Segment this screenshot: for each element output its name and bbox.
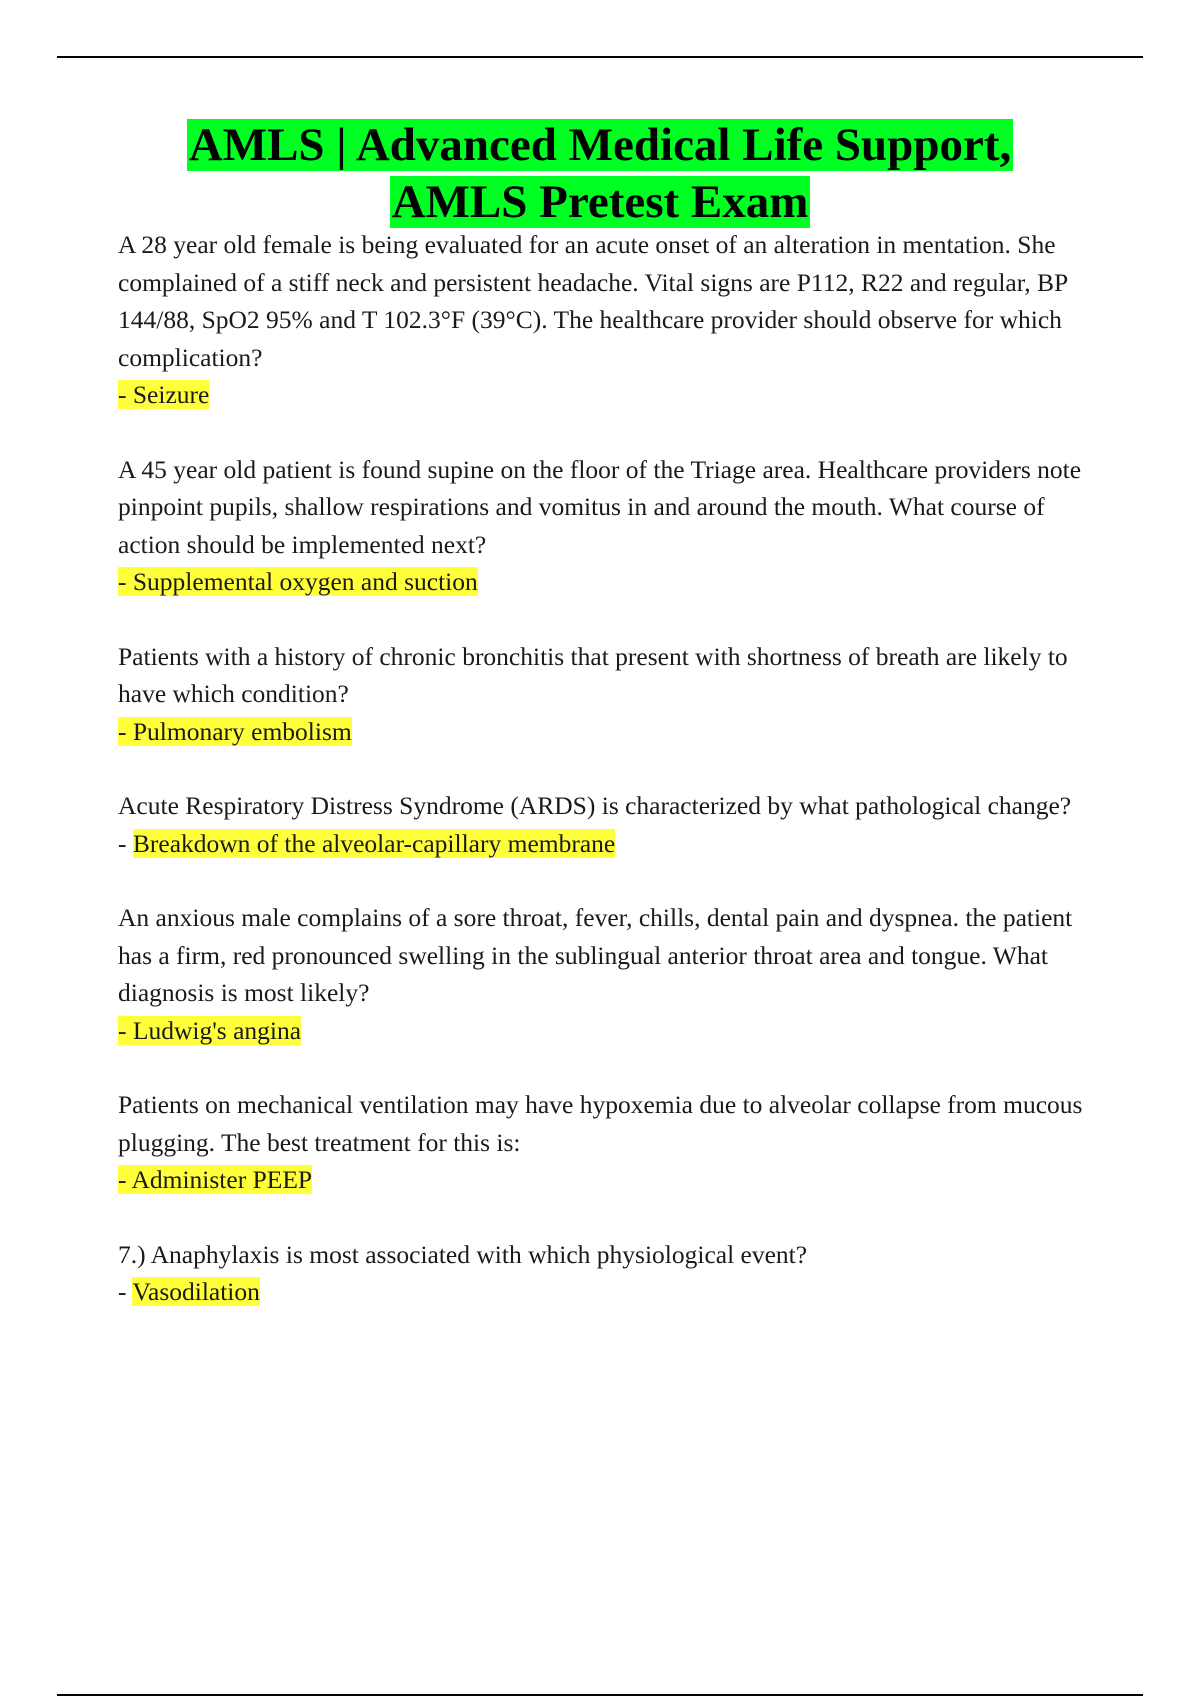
answer: [118, 1012, 1088, 1050]
answer: [118, 376, 1088, 414]
answer-text: Breakdown of the alveolar-capillary membrane: [132, 828, 616, 858]
top-rule: [57, 56, 1143, 58]
answer-prefix: -: [118, 828, 133, 858]
answer: [118, 713, 1088, 751]
answer: [118, 825, 1088, 863]
qa-item-4: [118, 787, 1088, 862]
qa-item-7: [118, 1236, 1088, 1311]
answer-text: - Seizure: [118, 380, 210, 409]
title-line-1: [0, 117, 1200, 174]
question-text: A 28 year old female is being evaluated for an acute onset of an alteration in mentation. She complained of a stiff neck and persistent headache. Vital signs are P112, R22 and regular, BP 144/88, SpO2 95% and T 102.3°F (39°C). The healthcare provider should observe for which complication?: [118, 230, 1068, 372]
answer-prefix: -: [118, 1277, 133, 1306]
document-title: [0, 117, 1200, 231]
answer-text: - Ludwig's angina: [118, 1015, 302, 1045]
question-text: Patients with a history of chronic bronchitis that present with shortness of breath are likely to have which condition?: [118, 641, 1068, 708]
bottom-rule: [57, 1694, 1143, 1696]
question-text: Patients on mechanical ventilation may have hypoxemia due to alveolar collapse from mucous plugging. The best treatment for this is:: [118, 1090, 1083, 1157]
answer-text: - Administer PEEP: [118, 1165, 313, 1194]
question-text: A 45 year old patient is found supine on the floor of the Triage area. Healthcare providers note pinpoint pupils, shallow respirations and vomitus in and around the mouth. What course of action should be implemented next?: [118, 454, 1082, 559]
answer: [118, 563, 1088, 601]
answer-text: Vasodilation: [132, 1277, 260, 1306]
qa-item-3: [118, 638, 1088, 751]
answer-text: - Pulmonary embolism: [118, 716, 352, 746]
title-line-2-text: AMLS Pretest Exam: [391, 176, 809, 229]
question-text: An anxious male complains of a sore throat, fever, chills, dental pain and dyspnea. the patient has a firm, red pronounced swelling in the sublingual anterior throat area and tongue. What diagnosis is most likely?: [118, 903, 1073, 1007]
answer: [118, 1273, 1088, 1311]
question-text: 7.) Anaphylaxis is most associated with which physiological event?: [118, 1239, 808, 1269]
qa-item-6: [118, 1086, 1088, 1199]
question-list: [118, 226, 1088, 1348]
qa-item-1: [118, 226, 1088, 414]
question-text: Acute Respiratory Distress Syndrome (ARDS) is characterized by what pathological change?: [118, 791, 1072, 820]
qa-item-2: [118, 451, 1088, 601]
answer-text: - Supplemental oxygen and suction: [118, 567, 478, 596]
qa-item-5: [118, 899, 1088, 1049]
answer: [118, 1161, 1088, 1199]
title-line-2: [0, 174, 1200, 231]
title-line-1-text: AMLS | Advanced Medical Life Support,: [188, 119, 1012, 172]
